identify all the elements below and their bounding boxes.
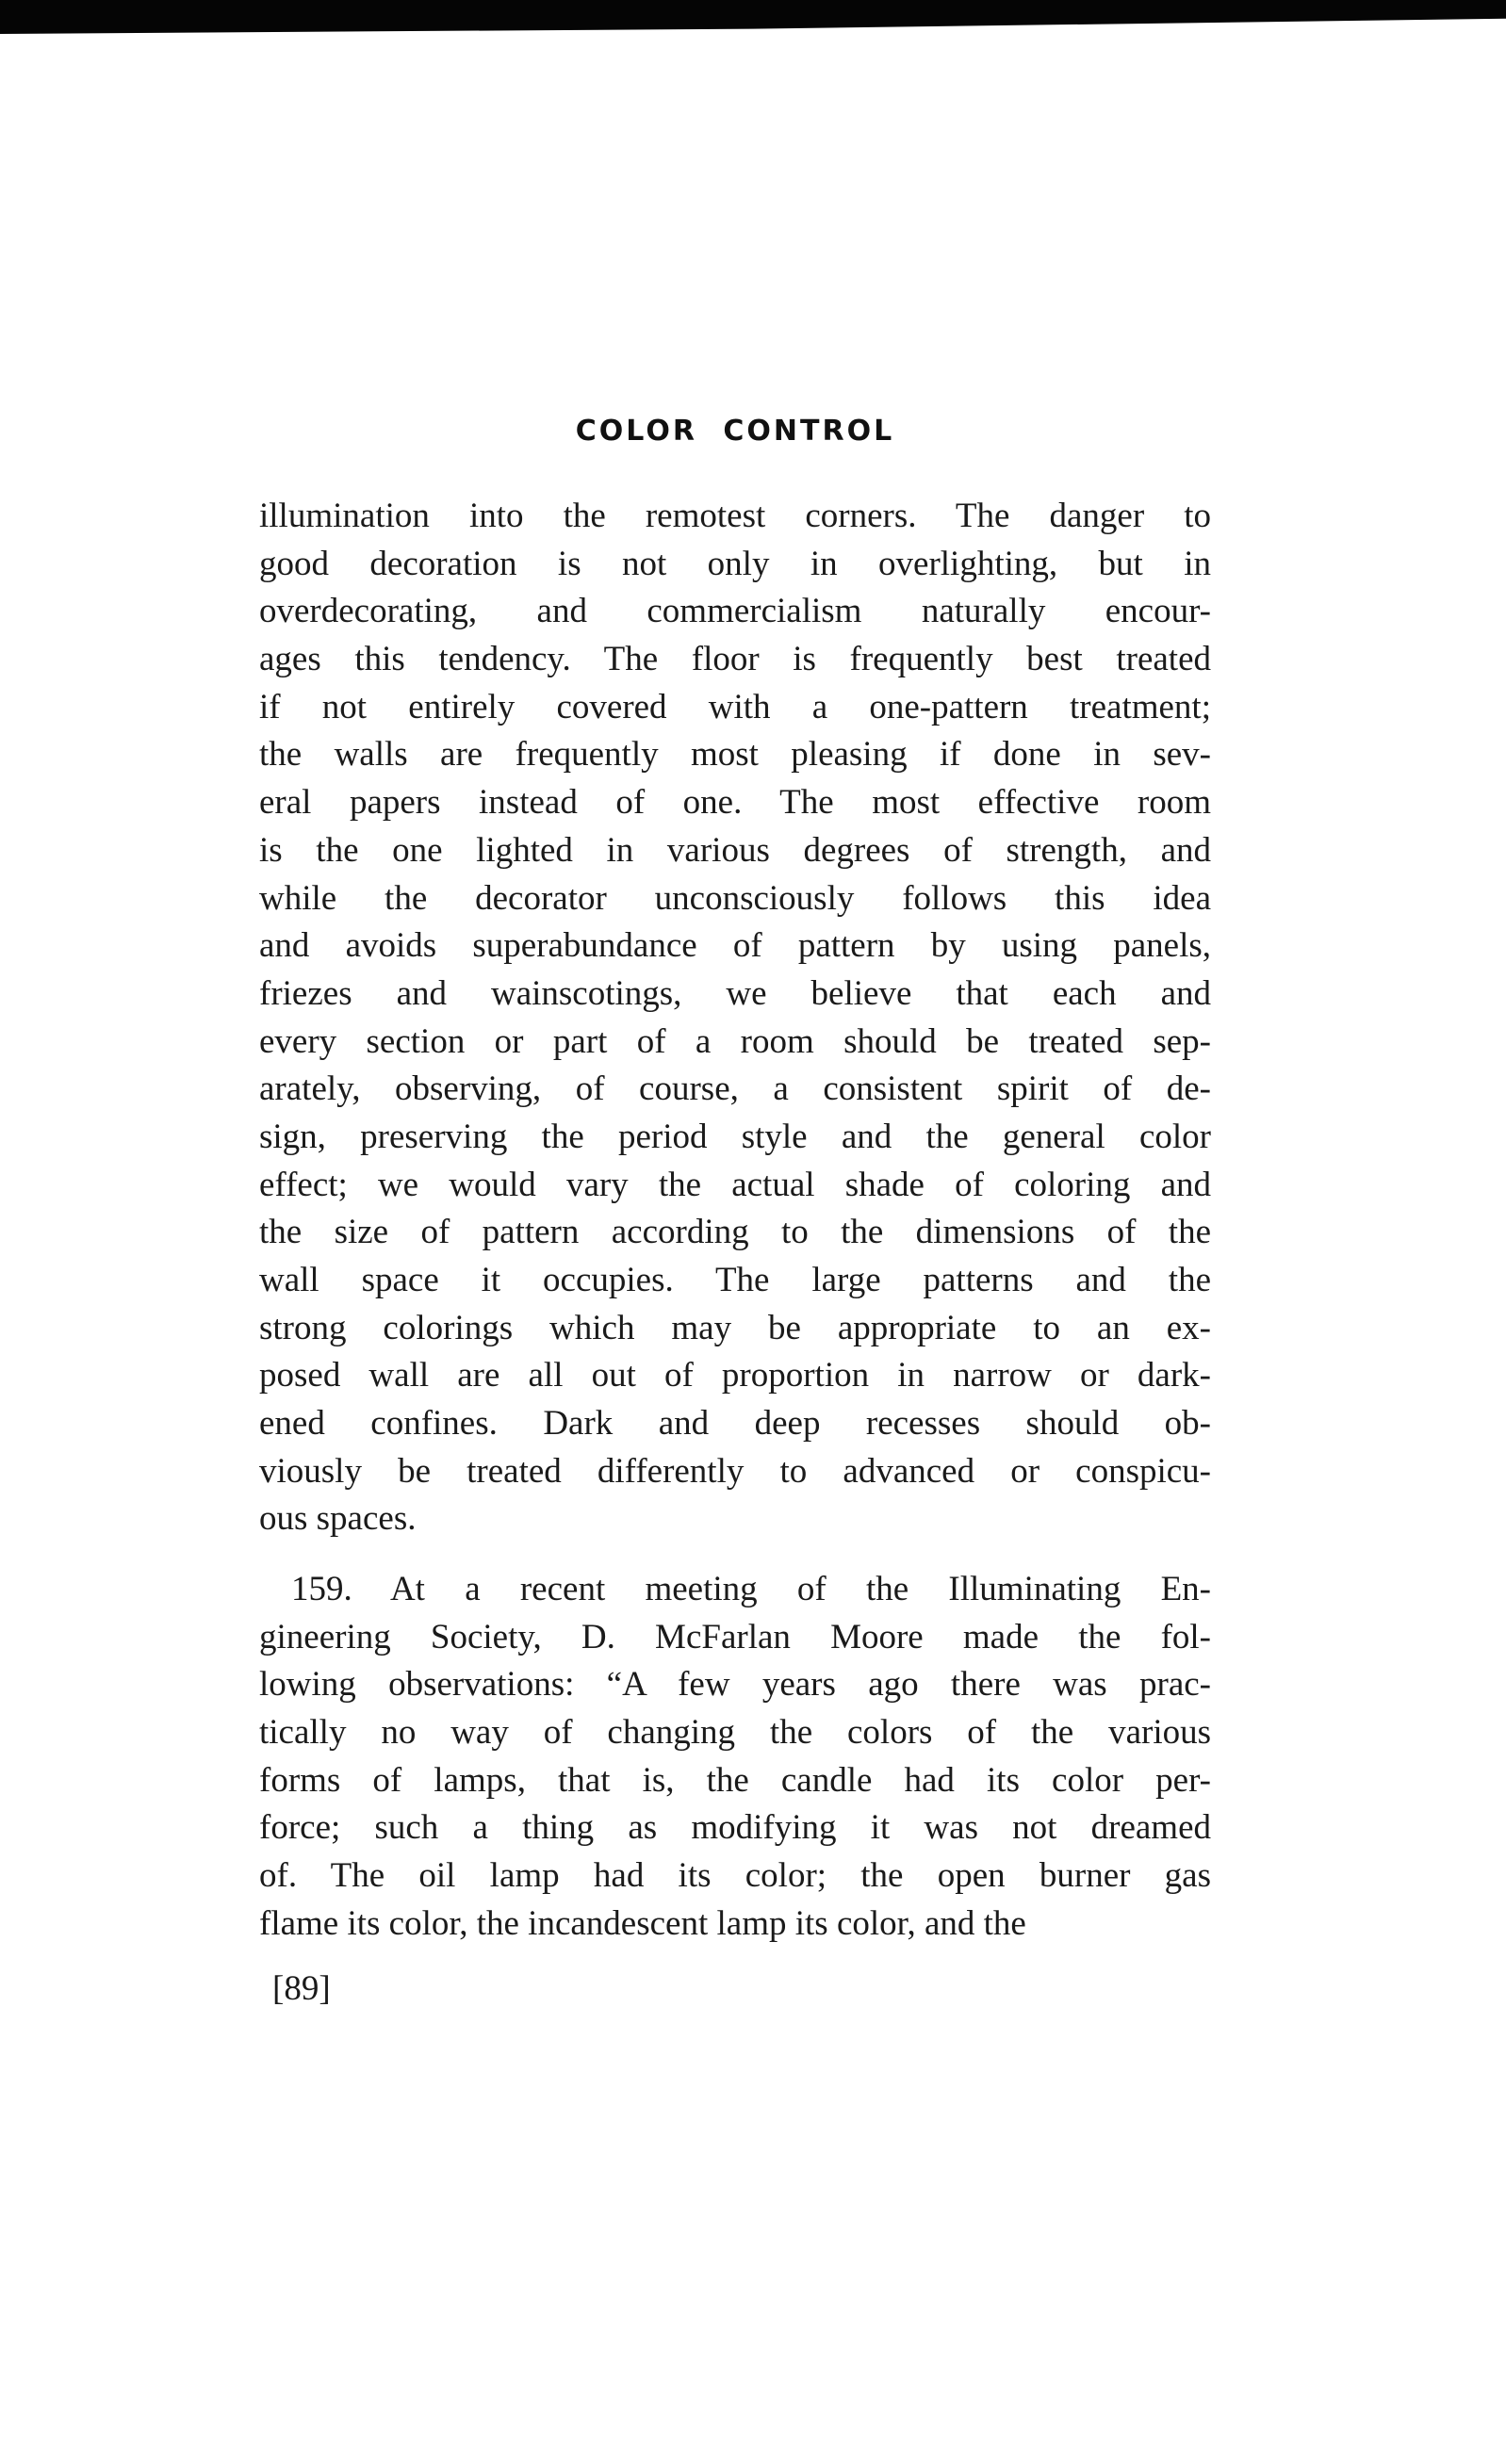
text-line: friezes and wainscotings, we believe that each and [259, 973, 1211, 1013]
text-line: overdecorating, and commercialism naturally encour- [259, 592, 1211, 631]
text-line: every section or part of a room should be treated sep- [259, 1021, 1211, 1061]
paragraph-2 [259, 1566, 1211, 1949]
text-line: and avoids superabundance of pattern by using panels, [259, 926, 1211, 966]
text-line: the walls are frequently most pleasing if done in sev- [259, 735, 1211, 775]
scan-edge-shadow [0, 0, 1506, 34]
text-line: viously be treated differently to advanced or conspicu- [259, 1451, 1211, 1491]
page-number: [89] [272, 1969, 331, 2008]
text-line: effect; we would vary the actual shade of coloring and [259, 1165, 1211, 1204]
text-line: strong colorings which may be appropriate to an ex- [259, 1308, 1211, 1347]
text-line: the size of pattern according to the dimensions of the [259, 1213, 1211, 1252]
text-line: gineering Society, D. McFarlan Moore made the fol- [259, 1617, 1211, 1656]
text-line: lowing observations: “A few years ago there was prac- [259, 1665, 1211, 1705]
text-line: sign, preserving the period style and the general color [259, 1117, 1211, 1156]
text-line: ous spaces. [259, 1499, 417, 1539]
running-title: COLOR CONTROL [575, 415, 895, 448]
text-line: ened confines. Dark and deep recesses should ob- [259, 1404, 1211, 1444]
paragraph-1 [259, 493, 1211, 1543]
text-line: ages this tendency. The floor is frequently best treated [259, 640, 1211, 679]
text-line: illumination into the remotest corners. The danger to [259, 497, 1211, 535]
text-line: forms of lamps, that is, the candle had its color per- [259, 1760, 1211, 1800]
text-line: while the decorator unconsciously follows this idea [259, 878, 1211, 918]
text-line: wall space it occupies. The large patterns and the [259, 1261, 1211, 1299]
text-line: arately, observing, of course, a consistent spirit of de- [259, 1069, 1211, 1109]
text-line: good decoration is not only in overlighting, but in [259, 544, 1211, 583]
text-line: flame its color, the incandescent lamp its color, and the [259, 1903, 1026, 1943]
text-line: posed wall are all out of proportion in narrow or dark- [259, 1356, 1211, 1395]
text-line: is the one lighted in various degrees of strength, and [259, 830, 1211, 870]
text-line: of. The oil lamp had its color; the open burner gas [259, 1856, 1211, 1896]
text-line: eral papers instead of one. The most effective room [259, 783, 1211, 823]
text-line: force; such a thing as modifying it was not dreamed [259, 1808, 1211, 1848]
text-line: tically no way of changing the colors of the various [259, 1713, 1211, 1753]
text-line: if not entirely covered with a one-pattern treatment; [259, 687, 1211, 726]
text-line: 159. At a recent meeting of the Illuminating En- [291, 1570, 1211, 1608]
